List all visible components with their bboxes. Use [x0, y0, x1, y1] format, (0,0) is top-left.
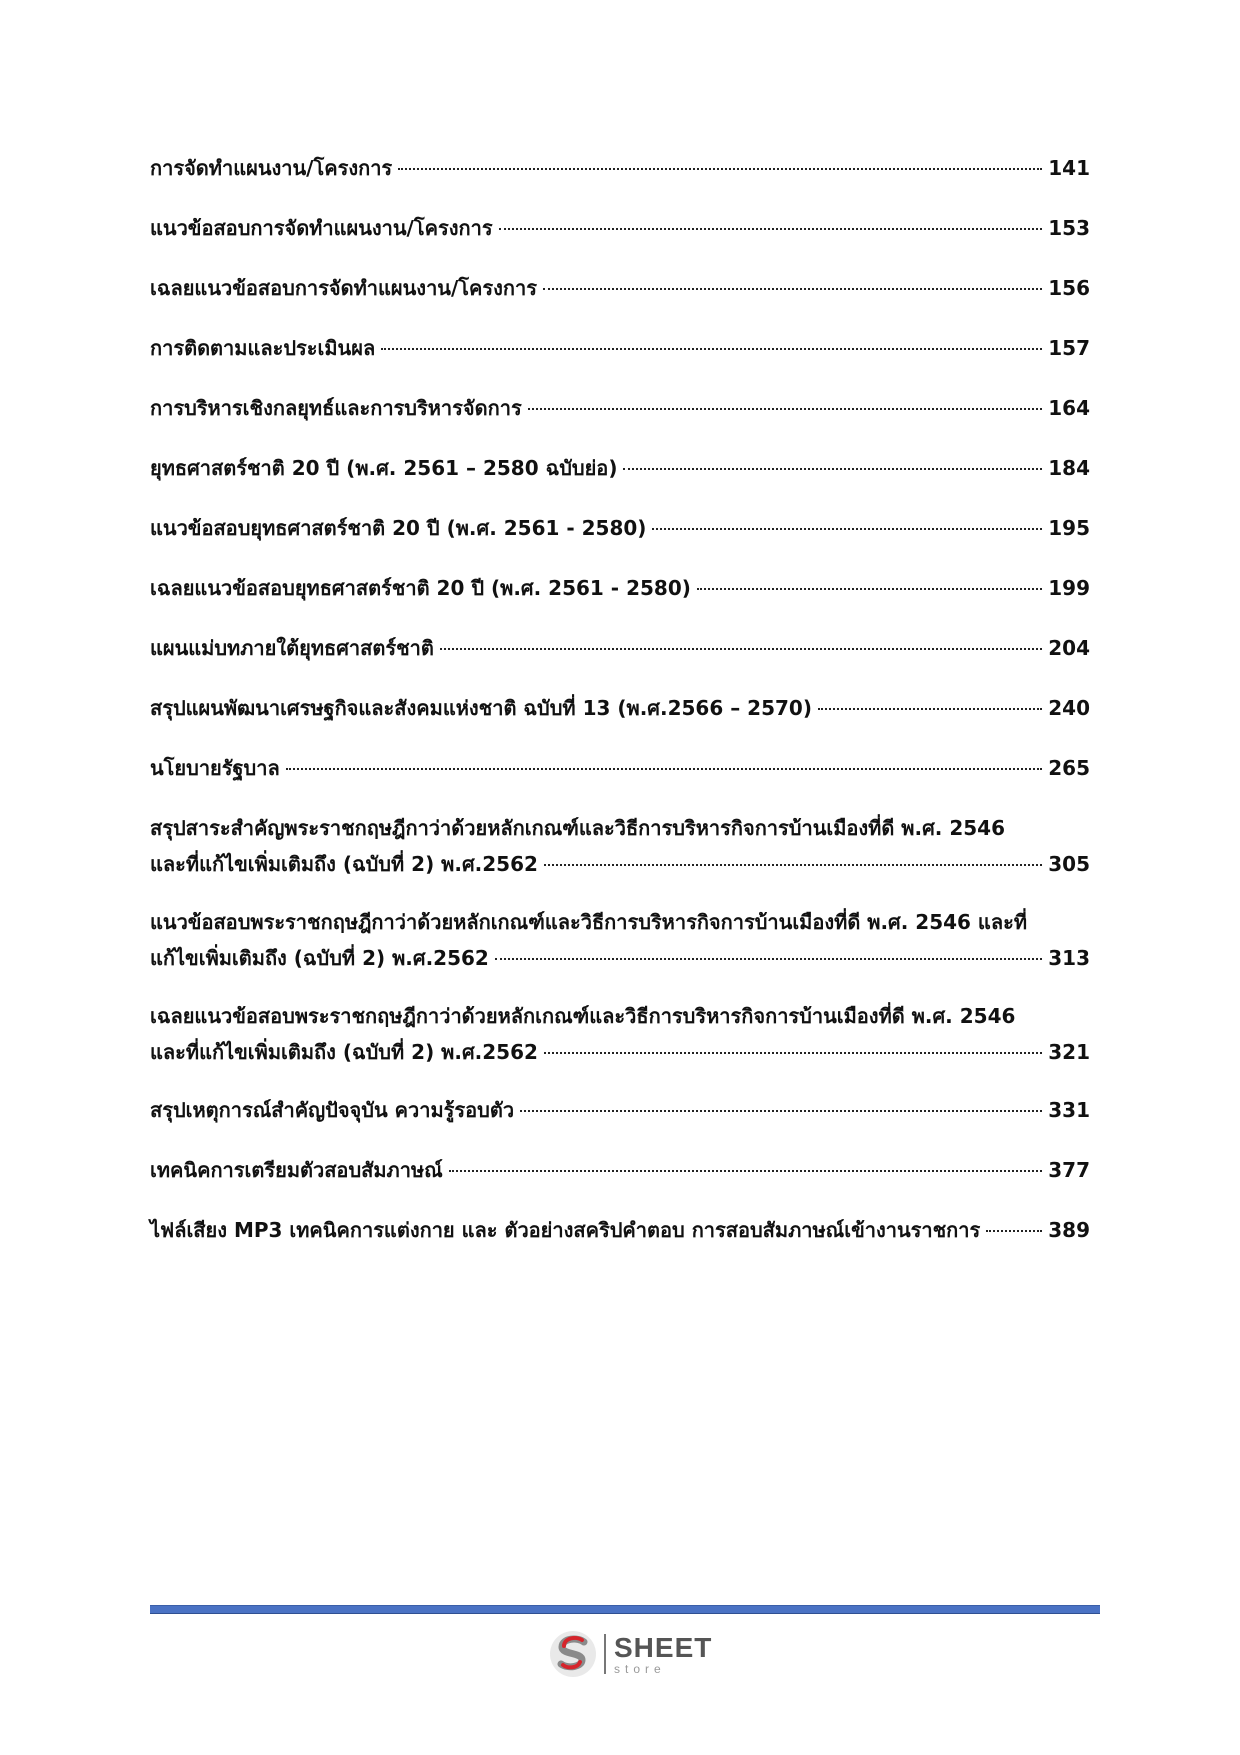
toc-entry-row — [150, 630, 1090, 666]
toc-entry-title: และที่แก้ไขเพิ่มเติมถึง (ฉบับที่ 2) พ.ศ.2562 — [150, 1040, 538, 1064]
toc-page-number: 305 — [1048, 852, 1090, 876]
toc-entry-title: ไฟล์เสียง MP3 เทคนิคการแต่งกาย และ ตัวอย่างสคริปคำตอบ การสอบสัมภาษณ์เข้างานราชการ — [150, 1218, 981, 1242]
toc-entry-title: สรุปแผนพัฒนาเศรษฐกิจและสังคมแห่งชาติ ฉบับที่ 13 (พ.ศ.2566 – 2570) — [150, 696, 812, 720]
toc-entry-row — [150, 450, 1090, 486]
toc-page-number: 377 — [1048, 1158, 1090, 1182]
toc-page-number: 240 — [1048, 696, 1090, 720]
toc-entry-row — [150, 150, 1090, 186]
dot-leader — [818, 708, 1042, 710]
logo-divider — [604, 1634, 606, 1674]
toc-entry-title: แนวข้อสอบยุทธศาสตร์ชาติ 20 ปี (พ.ศ. 2561 - 2580) — [150, 516, 647, 540]
dot-leader — [286, 768, 1043, 770]
toc-page-number: 164 — [1048, 396, 1090, 420]
toc-entry-row — [150, 1212, 1090, 1248]
dot-leader — [623, 468, 1042, 470]
toc-entry[interactable] — [150, 150, 1090, 186]
toc-entry-row — [150, 690, 1090, 726]
dot-leader — [697, 588, 1042, 590]
toc-entry[interactable] — [150, 690, 1090, 726]
toc-entry-row — [150, 270, 1090, 306]
toc-page-number: 321 — [1048, 1040, 1090, 1064]
dot-leader — [528, 408, 1043, 410]
dot-leader — [495, 958, 1042, 960]
logo-word: SHEET — [614, 1631, 713, 1663]
toc-entry-row — [150, 1092, 1090, 1128]
toc-entry-title-line: แนวข้อสอบพระราชกฤษฎีกาว่าด้วยหลักเกณฑ์และวิธีการบริหารกิจการบ้านเมืองที่ดี พ.ศ. 2546 และที่ — [150, 910, 1028, 934]
toc-entry-row — [150, 390, 1090, 426]
toc-page-number: 153 — [1048, 216, 1090, 240]
toc-entry-title: ยุทธศาสตร์ชาติ 20 ปี (พ.ศ. 2561 – 2580 ฉบับย่อ) — [150, 456, 618, 480]
toc-entry-row — [150, 210, 1090, 246]
toc-entry-title: การติดตามและประเมินผล — [150, 336, 376, 360]
toc-entry-row — [150, 750, 1090, 786]
dot-leader — [440, 648, 1042, 650]
toc-page-number: 184 — [1048, 456, 1090, 480]
toc-entry-row — [150, 1152, 1090, 1188]
toc-entry[interactable] — [150, 390, 1090, 426]
sheet-store-logo — [548, 1628, 712, 1680]
toc-page-number: 157 — [1048, 336, 1090, 360]
dot-leader — [544, 1052, 1042, 1054]
dot-leader — [986, 1230, 1042, 1232]
toc-entry[interactable] — [150, 998, 1090, 1070]
logo-text — [614, 1631, 713, 1676]
toc-entry[interactable] — [150, 810, 1090, 882]
toc-entry-row — [150, 330, 1090, 366]
toc-entry-row — [150, 510, 1090, 546]
table-of-contents — [150, 150, 1090, 1272]
footer-rule — [150, 1605, 1100, 1614]
toc-entry[interactable] — [150, 330, 1090, 366]
toc-entry-title-line: สรุปสาระสำคัญพระราชกฤษฎีกาว่าด้วยหลักเกณฑ์และวิธีการบริหารกิจการบ้านเมืองที่ดี พ.ศ. 2546 — [150, 816, 1005, 840]
dot-leader — [398, 168, 1042, 170]
toc-entry-row — [150, 940, 1090, 976]
toc-entry[interactable] — [150, 904, 1090, 976]
toc-entry[interactable] — [150, 750, 1090, 786]
toc-page-number: 265 — [1048, 756, 1090, 780]
dot-leader — [381, 348, 1042, 350]
toc-page-number: 313 — [1048, 946, 1090, 970]
toc-entry[interactable] — [150, 210, 1090, 246]
toc-page-number: 389 — [1048, 1218, 1090, 1242]
toc-entry-title: สรุปเหตุการณ์สำคัญปัจจุบัน ความรู้รอบตัว — [150, 1098, 515, 1122]
dot-leader — [449, 1170, 1043, 1172]
toc-page-number: 331 — [1048, 1098, 1090, 1122]
toc-entry-row — [150, 1034, 1090, 1070]
toc-entry-title: เฉลยแนวข้อสอบยุทธศาสตร์ชาติ 20 ปี (พ.ศ. 2561 - 2580) — [150, 576, 691, 600]
toc-entry-title: แผนแม่บทภายใต้ยุทธศาสตร์ชาติ — [150, 636, 434, 660]
toc-entry[interactable] — [150, 450, 1090, 486]
toc-page-number: 204 — [1048, 636, 1090, 660]
logo-subtext: store — [614, 1661, 666, 1676]
toc-entry[interactable] — [150, 270, 1090, 306]
toc-page-number: 156 — [1048, 276, 1090, 300]
toc-entry-title: การบริหารเชิงกลยุทธ์และการบริหารจัดการ — [150, 396, 522, 420]
toc-entry[interactable] — [150, 510, 1090, 546]
toc-entry-title: และที่แก้ไขเพิ่มเติมถึง (ฉบับที่ 2) พ.ศ.2562 — [150, 852, 538, 876]
dot-leader — [544, 864, 1042, 866]
dot-leader — [520, 1110, 1042, 1112]
toc-entry-row — [150, 846, 1090, 882]
dot-leader — [652, 528, 1042, 530]
toc-entry-title: การจัดทำแผนงาน/โครงการ — [150, 156, 393, 180]
toc-page-number: 199 — [1048, 576, 1090, 600]
dot-leader — [499, 228, 1043, 230]
dot-leader — [543, 288, 1042, 290]
toc-page-number: 141 — [1048, 156, 1090, 180]
toc-entry-title: เฉลยแนวข้อสอบการจัดทำแผนงาน/โครงการ — [150, 276, 537, 300]
toc-entry[interactable] — [150, 1212, 1090, 1248]
toc-entry[interactable] — [150, 1092, 1090, 1128]
toc-entry-title: นโยบายรัฐบาล — [150, 756, 280, 780]
logo-s-icon — [548, 1629, 598, 1679]
toc-entry-row — [150, 570, 1090, 606]
toc-entry-title: แนวข้อสอบการจัดทำแผนงาน/โครงการ — [150, 216, 493, 240]
toc-entry-title: เทคนิคการเตรียมตัวสอบสัมภาษณ์ — [150, 1158, 443, 1182]
toc-entry[interactable] — [150, 1152, 1090, 1188]
toc-entry[interactable] — [150, 630, 1090, 666]
toc-page-number: 195 — [1048, 516, 1090, 540]
toc-entry-title-line: เฉลยแนวข้อสอบพระราชกฤษฎีกาว่าด้วยหลักเกณฑ์และวิธีการบริหารกิจการบ้านเมืองที่ดี พ.ศ. 2546 — [150, 1004, 1016, 1028]
toc-entry[interactable] — [150, 570, 1090, 606]
toc-entry-title: แก้ไขเพิ่มเติมถึง (ฉบับที่ 2) พ.ศ.2562 — [150, 946, 489, 970]
